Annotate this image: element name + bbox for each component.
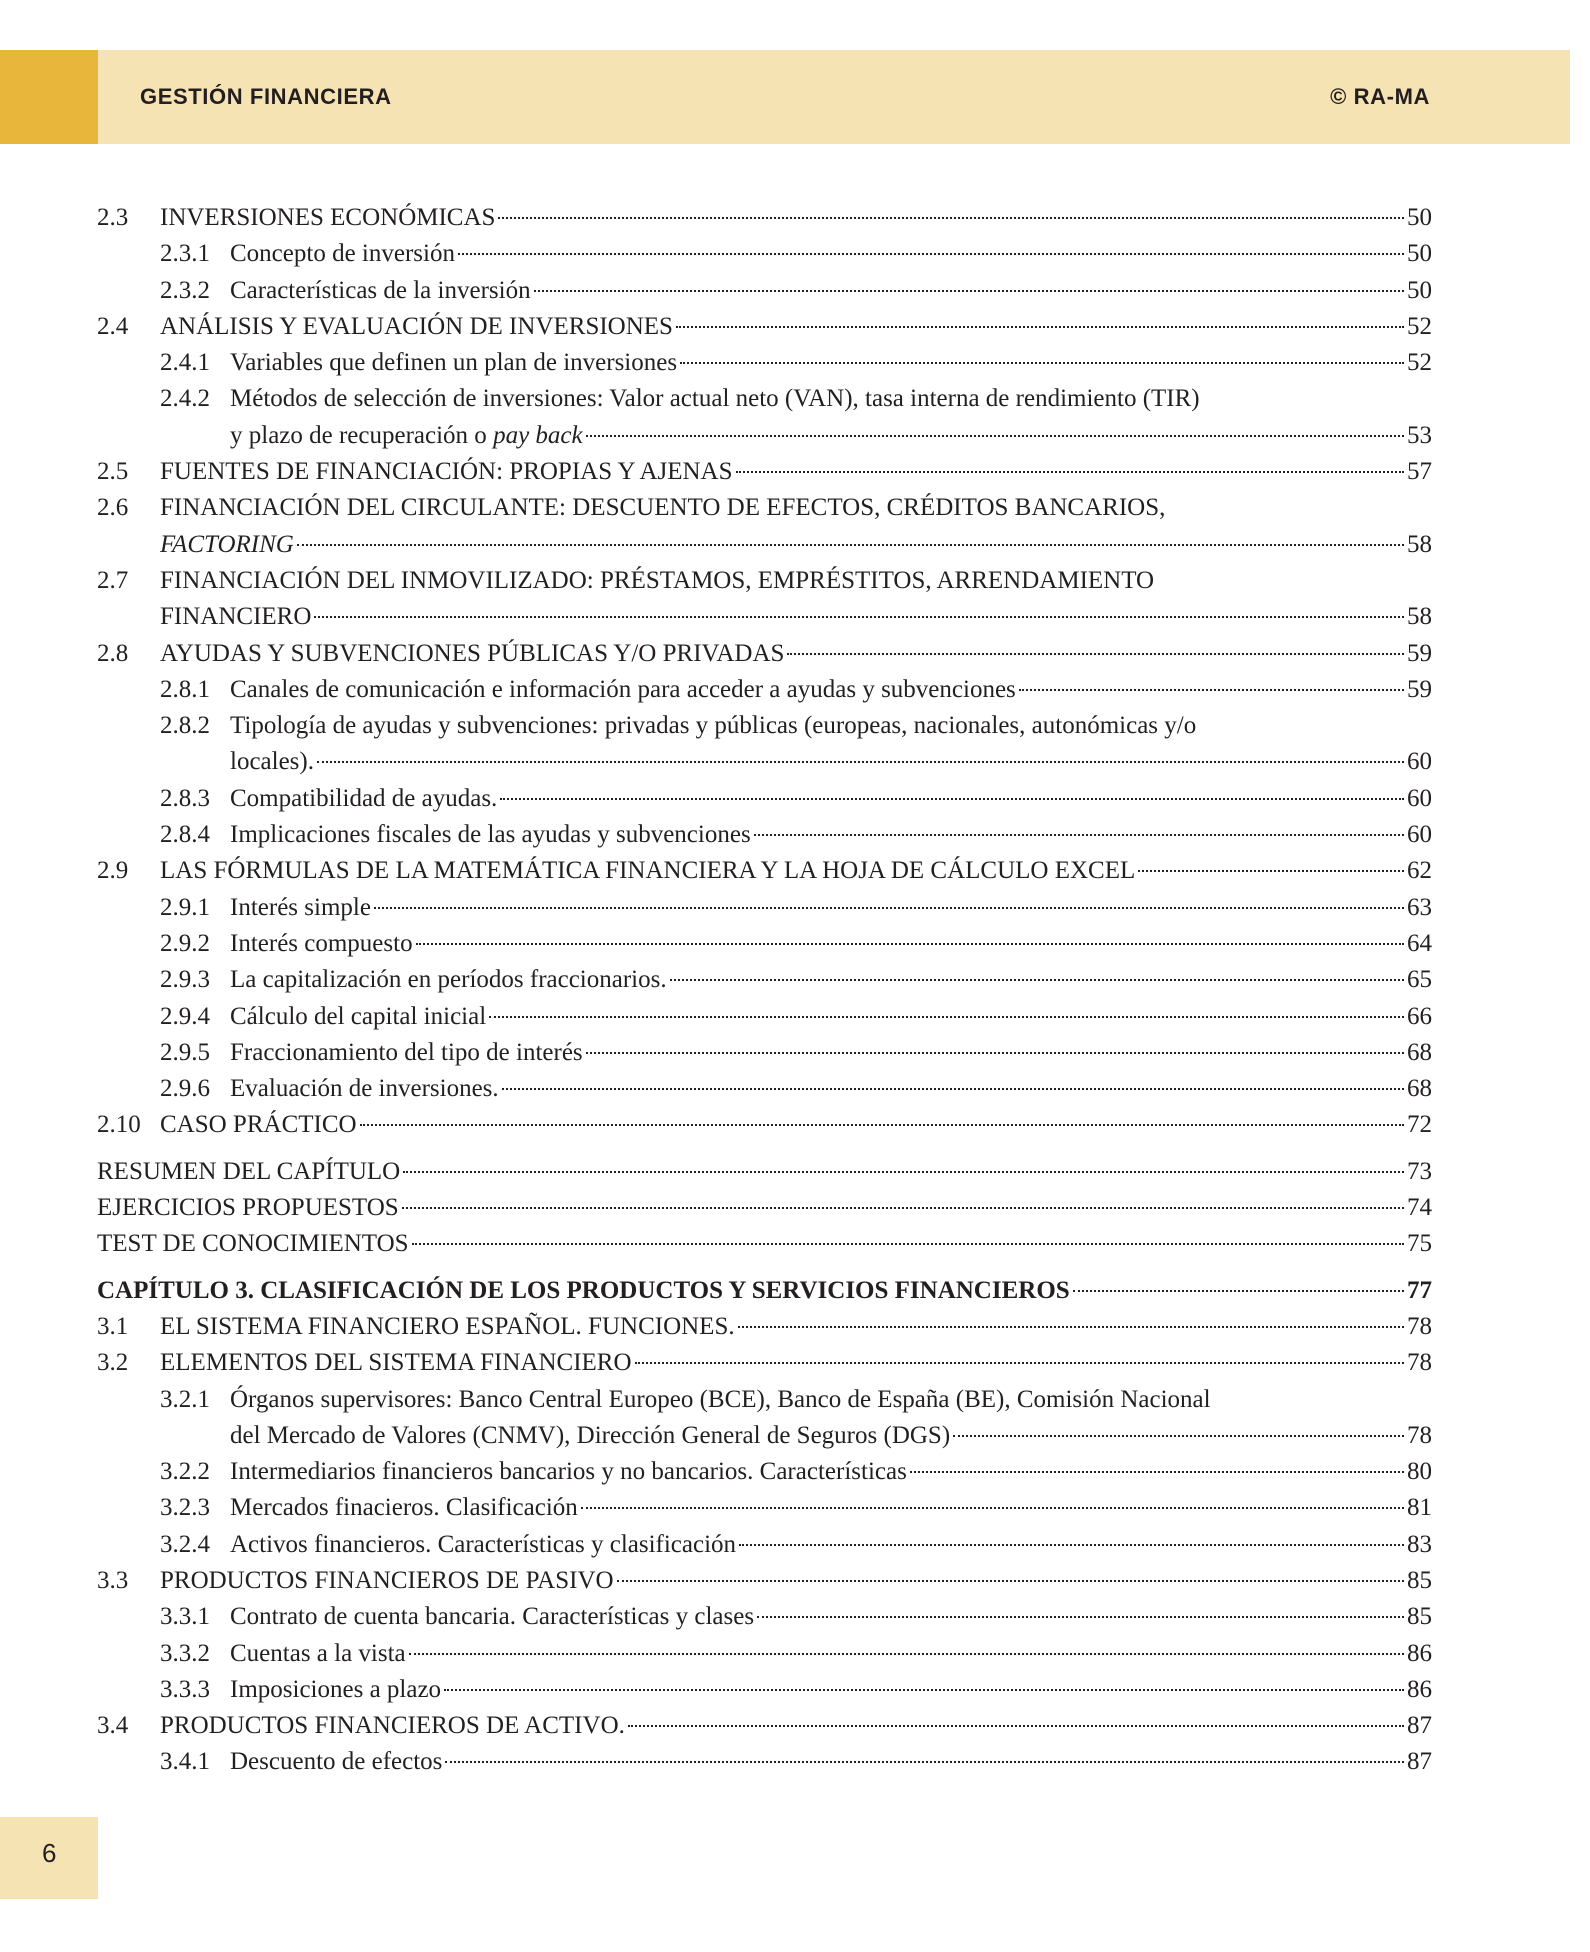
toc-line [97, 381, 1432, 417]
dot-leader [297, 544, 1404, 546]
toc-page-number: 62 [1407, 857, 1432, 885]
dot-leader [314, 616, 1404, 618]
toc-title: INVERSIONES ECONÓMICAS [160, 204, 496, 231]
toc-title: RESUMEN DEL CAPÍTULO [97, 1157, 401, 1185]
toc-title: Descuento de efectos [230, 1748, 443, 1776]
toc-entry[interactable] [97, 1454, 1432, 1490]
toc-entry[interactable] [97, 1527, 1432, 1563]
dot-leader [910, 1471, 1404, 1473]
toc-page-number: 73 [1407, 1157, 1432, 1185]
toc-number: 2.8.2 [160, 712, 210, 740]
toc-number: 2.7 [97, 566, 129, 594]
toc-number: 3.3 [97, 1566, 129, 1594]
dot-leader [498, 217, 1404, 219]
toc-line [97, 599, 1432, 635]
dot-leader [670, 979, 1404, 981]
dot-leader [360, 1124, 1404, 1126]
toc-number: 3.3.2 [160, 1639, 210, 1667]
toc-title: LAS FÓRMULAS DE LA MATEMÁTICA FINANCIERA Y LA HOJA DE CÁLCULO EXCEL [160, 857, 1136, 885]
toc-title [230, 418, 583, 454]
toc-title: La capitalización en períodos fraccionarios. [230, 966, 667, 994]
toc-entry[interactable] [97, 1490, 1432, 1526]
dot-leader [787, 653, 1404, 655]
toc-line [97, 490, 1432, 526]
toc-number: 2.3.2 [160, 276, 210, 304]
toc-title-emphasis: pay back [493, 421, 583, 449]
toc-title: Cálculo del capital inicial [230, 1002, 487, 1030]
toc-entry[interactable] [97, 273, 1432, 309]
toc-title: Variables que definen un plan de inversiones [230, 349, 678, 377]
toc-title [160, 527, 294, 563]
toc-number: 2.8.1 [160, 675, 210, 703]
toc-title: Métodos de selección de inversiones: Valor actual neto (VAN), tasa interna de rendimiento (TIR) [230, 385, 1200, 413]
toc-number: 2.3 [97, 204, 129, 231]
toc-title: Interés compuesto [230, 929, 413, 957]
toc-entry[interactable] [97, 1309, 1432, 1345]
toc-line [97, 1672, 1432, 1708]
dot-leader [680, 362, 1404, 364]
toc-page-number: 60 [1407, 821, 1432, 849]
toc-entry[interactable] [97, 1190, 1432, 1226]
toc-number: 2.10 [97, 1111, 141, 1139]
toc-title: PRODUCTOS FINANCIEROS DE ACTIVO. [160, 1712, 625, 1740]
toc-number: 3.1 [97, 1312, 129, 1340]
toc-entry[interactable] [97, 1154, 1432, 1190]
toc-page-number: 68 [1407, 1075, 1432, 1103]
toc-entry[interactable] [97, 1744, 1432, 1780]
toc-line [97, 563, 1432, 599]
toc-line [97, 1154, 1432, 1190]
toc-title: AYUDAS Y SUBVENCIONES PÚBLICAS Y/O PRIVADAS [160, 639, 785, 667]
toc-page-number: 50 [1407, 204, 1432, 231]
toc-page-number: 66 [1407, 1002, 1432, 1030]
toc-title: Tipología de ayudas y subvenciones: privadas y públicas (europeas, nacionales, autonómicas y/o [230, 712, 1197, 740]
toc-page-number: 83 [1407, 1530, 1432, 1558]
dot-leader [1019, 689, 1404, 691]
toc-title: Fraccionamiento del tipo de interés [230, 1038, 583, 1066]
dot-leader [402, 1207, 1404, 1209]
toc-entry[interactable] [97, 1345, 1432, 1381]
toc-line [97, 1744, 1432, 1780]
toc-number: 2.9 [97, 857, 129, 885]
toc-page-number: 81 [1407, 1494, 1432, 1522]
toc-line [97, 999, 1432, 1035]
toc-number: 2.8.3 [160, 784, 210, 812]
toc-line [97, 1454, 1432, 1490]
toc-title: ANÁLISIS Y EVALUACIÓN DE INVERSIONES [160, 312, 673, 340]
dot-leader [628, 1725, 1404, 1727]
toc-number: 3.2 [97, 1349, 129, 1377]
toc-number: 2.9.5 [160, 1038, 210, 1066]
toc-entry[interactable] [97, 200, 1432, 236]
toc-page-number: 63 [1407, 893, 1432, 921]
toc-page-number: 77 [1407, 1276, 1432, 1304]
toc-entry[interactable] [97, 962, 1432, 998]
dot-leader [445, 1761, 1404, 1763]
toc-entry[interactable] [97, 309, 1432, 345]
toc-number: 3.4.1 [160, 1748, 210, 1776]
toc-line [97, 708, 1432, 744]
dot-leader [953, 1435, 1404, 1437]
toc-title: Imposiciones a plazo [230, 1675, 442, 1703]
dot-leader [489, 1016, 1404, 1018]
toc-number: 2.8 [97, 639, 129, 667]
dot-leader [736, 471, 1404, 473]
toc-page-number: 86 [1407, 1675, 1432, 1703]
toc-title: Compatibilidad de ayudas. [230, 784, 498, 812]
toc-title: Implicaciones fiscales de las ayudas y subvenciones [230, 821, 751, 849]
toc-page-number: 78 [1407, 1421, 1432, 1449]
toc-line [97, 1226, 1432, 1262]
toc-line [97, 926, 1432, 962]
toc-line [97, 1309, 1432, 1345]
dot-leader [409, 1653, 1404, 1655]
toc-title: FINANCIACIÓN DEL INMOVILIZADO: PRÉSTAMOS, EMPRÉSTITOS, ARRENDAMIENTO [160, 566, 1155, 594]
toc-number: 2.9.4 [160, 1002, 210, 1030]
toc-entry[interactable] [97, 708, 1432, 781]
toc-line [97, 273, 1432, 309]
toc-title: Canales de comunicación e información para acceder a ayudas y subvenciones [230, 675, 1016, 703]
toc-number: 3.3.1 [160, 1603, 210, 1631]
toc-line [97, 1190, 1432, 1226]
toc-line [97, 1563, 1432, 1599]
toc-line [97, 1345, 1432, 1381]
toc-entry[interactable] [97, 454, 1432, 490]
toc-line [97, 1107, 1432, 1143]
toc-page-number: 78 [1407, 1349, 1432, 1377]
toc-title: Contrato de cuenta bancaria. Características y clases [230, 1603, 755, 1631]
toc-entry[interactable] [97, 381, 1432, 454]
toc-title: Cuentas a la vista [230, 1639, 406, 1667]
toc-line [97, 1599, 1432, 1635]
toc-entry[interactable] [97, 1636, 1432, 1672]
table-of-contents [97, 200, 1432, 1781]
toc-page-number: 58 [1407, 530, 1432, 558]
toc-entry[interactable] [97, 490, 1432, 563]
toc-title: Características de la inversión [230, 276, 531, 304]
toc-line [97, 744, 1432, 780]
toc-number: 2.4.2 [160, 385, 210, 413]
toc-number: 3.2.1 [160, 1385, 210, 1413]
toc-entry[interactable] [97, 345, 1432, 381]
toc-line [97, 1490, 1432, 1526]
toc-page-number: 86 [1407, 1639, 1432, 1667]
toc-entry[interactable] [97, 781, 1432, 817]
toc-line [97, 962, 1432, 998]
dot-leader [754, 834, 1404, 836]
toc-line [97, 454, 1432, 490]
toc-title: FINANCIERO [160, 603, 312, 631]
dot-leader [458, 253, 1404, 255]
toc-entry[interactable] [97, 1563, 1432, 1599]
header-accent-block [0, 50, 98, 144]
dot-leader [739, 1544, 1404, 1546]
toc-page-number: 87 [1407, 1748, 1432, 1776]
toc-line [97, 1636, 1432, 1672]
toc-entry[interactable] [97, 1071, 1432, 1107]
toc-title: Activos financieros. Características y clasificación [230, 1530, 737, 1558]
dot-leader [374, 907, 1404, 909]
toc-entry[interactable] [97, 853, 1432, 889]
dot-leader [412, 1243, 1404, 1245]
toc-page-number: 52 [1407, 312, 1432, 340]
toc-title: Evaluación de inversiones. [230, 1075, 499, 1103]
toc-number: 2.9.3 [160, 966, 210, 994]
toc-page-number: 85 [1407, 1566, 1432, 1594]
toc-title: Órganos supervisores: Banco Central Europeo (BCE), Banco de España (BE), Comisión Nacional [230, 1385, 1211, 1413]
toc-title: TEST DE CONOCIMIENTOS [97, 1230, 409, 1258]
dot-leader [676, 326, 1404, 328]
toc-number: 2.6 [97, 494, 129, 522]
toc-page-number: 65 [1407, 966, 1432, 994]
toc-entry[interactable] [97, 636, 1432, 672]
dot-leader [586, 1052, 1404, 1054]
toc-page-number: 59 [1407, 675, 1432, 703]
toc-number: 2.9.1 [160, 893, 210, 921]
toc-line [97, 672, 1432, 708]
toc-number: 3.2.4 [160, 1530, 210, 1558]
toc-title: EL SISTEMA FINANCIERO ESPAÑOL. FUNCIONES. [160, 1312, 735, 1340]
dot-leader [586, 435, 1404, 437]
toc-number: 2.9.2 [160, 929, 210, 957]
toc-entry[interactable] [97, 1599, 1432, 1635]
toc-page-number: 50 [1407, 240, 1432, 268]
toc-line [97, 890, 1432, 926]
toc-page-number: 80 [1407, 1458, 1432, 1486]
toc-page-number: 78 [1407, 1312, 1432, 1340]
dot-leader [444, 1689, 1404, 1691]
toc-title: FUENTES DE FINANCIACIÓN: PROPIAS Y AJENAS [160, 458, 733, 486]
dot-leader [617, 1580, 1404, 1582]
toc-entry[interactable] [97, 236, 1432, 272]
toc-entry[interactable] [97, 1107, 1432, 1143]
toc-entry[interactable] [97, 1672, 1432, 1708]
dot-leader [738, 1326, 1404, 1328]
toc-title: Intermediarios financieros bancarios y no bancarios. Características [230, 1458, 907, 1486]
toc-title: Interés simple [230, 893, 371, 921]
toc-title: ELEMENTOS DEL SISTEMA FINANCIERO [160, 1349, 632, 1377]
toc-page-number: 74 [1407, 1194, 1432, 1222]
dot-leader [757, 1616, 1404, 1618]
toc-line [97, 1071, 1432, 1107]
toc-entry[interactable] [97, 1708, 1432, 1744]
toc-line [97, 1527, 1432, 1563]
toc-page-number: 60 [1407, 784, 1432, 812]
dot-leader [403, 1171, 1404, 1173]
toc-entry[interactable] [97, 999, 1432, 1035]
toc-page-number: 50 [1407, 276, 1432, 304]
toc-page-number: 57 [1407, 458, 1432, 486]
running-header-publisher: © RA-MA [1330, 84, 1430, 109]
toc-line [97, 1035, 1432, 1071]
toc-number: 2.4 [97, 312, 129, 340]
toc-title: Mercados finacieros. Clasificación [230, 1494, 578, 1522]
dot-leader [1138, 870, 1404, 872]
toc-number: 2.4.1 [160, 349, 210, 377]
toc-number: 2.9.6 [160, 1075, 210, 1103]
toc-line [97, 781, 1432, 817]
toc-page-number: 68 [1407, 1038, 1432, 1066]
toc-title: FINANCIACIÓN DEL CIRCULANTE: DESCUENTO DE EFECTOS, CRÉDITOS BANCARIOS, [160, 494, 1166, 522]
toc-line [97, 200, 1432, 236]
toc-line [97, 1273, 1432, 1309]
toc-entry[interactable] [97, 1035, 1432, 1071]
toc-number: 2.5 [97, 458, 129, 486]
toc-line [97, 636, 1432, 672]
toc-line [97, 527, 1432, 563]
toc-title: CAPÍTULO 3. CLASIFICACIÓN DE LOS PRODUCTOS Y SERVICIOS FINANCIEROS [97, 1276, 1070, 1304]
toc-page-number: 75 [1407, 1230, 1432, 1258]
toc-number: 3.4 [97, 1712, 129, 1740]
toc-line [97, 1708, 1432, 1744]
toc-entry[interactable] [97, 1382, 1432, 1455]
toc-line [97, 236, 1432, 272]
toc-title: Concepto de inversión [230, 240, 455, 268]
toc-page-number: 72 [1407, 1111, 1432, 1139]
toc-line [97, 817, 1432, 853]
toc-page-number: 60 [1407, 748, 1432, 776]
dot-leader [581, 1507, 1404, 1509]
toc-line [97, 1382, 1432, 1418]
toc-entry[interactable] [97, 1273, 1432, 1309]
toc-number: 3.2.2 [160, 1458, 210, 1486]
dot-leader [1073, 1290, 1404, 1292]
dot-leader [317, 761, 1404, 763]
toc-title: EJERCICIOS PROPUESTOS [97, 1194, 399, 1222]
toc-page-number: 58 [1407, 603, 1432, 631]
toc-entry[interactable] [97, 1226, 1432, 1262]
toc-entry[interactable] [97, 563, 1432, 636]
toc-line [97, 1418, 1432, 1454]
dot-leader [416, 943, 1404, 945]
dot-leader [502, 1088, 1404, 1090]
dot-leader [500, 798, 1404, 800]
toc-number: 3.3.3 [160, 1675, 210, 1703]
toc-entry[interactable] [97, 890, 1432, 926]
toc-entry[interactable] [97, 817, 1432, 853]
toc-line [97, 345, 1432, 381]
toc-number: 2.3.1 [160, 240, 210, 268]
toc-page-number: 59 [1407, 639, 1432, 667]
toc-title: locales). [230, 748, 314, 776]
running-header-title: GESTIÓN FINANCIERA [140, 84, 392, 109]
toc-title-text: y plazo de recuperación o [230, 421, 494, 449]
toc-line [97, 853, 1432, 889]
toc-line [97, 309, 1432, 345]
toc-title-emphasis: FACTORING [160, 530, 294, 558]
dot-leader [635, 1362, 1404, 1364]
toc-number: 3.2.3 [160, 1494, 210, 1522]
toc-entry[interactable] [97, 672, 1432, 708]
toc-page-number: 64 [1407, 929, 1432, 957]
toc-title: PRODUCTOS FINANCIEROS DE PASIVO [160, 1566, 614, 1594]
dot-leader [534, 290, 1404, 292]
toc-entry[interactable] [97, 926, 1432, 962]
toc-title: CASO PRÁCTICO [160, 1111, 357, 1139]
toc-page-number: 52 [1407, 349, 1432, 377]
toc-title: del Mercado de Valores (CNMV), Dirección General de Seguros (DGS) [230, 1421, 951, 1449]
page-number: 6 [42, 1838, 57, 1868]
toc-line [97, 418, 1432, 454]
toc-number: 2.8.4 [160, 821, 210, 849]
toc-page-number: 87 [1407, 1712, 1432, 1740]
toc-page-number: 53 [1407, 421, 1432, 449]
toc-page-number: 85 [1407, 1603, 1432, 1631]
